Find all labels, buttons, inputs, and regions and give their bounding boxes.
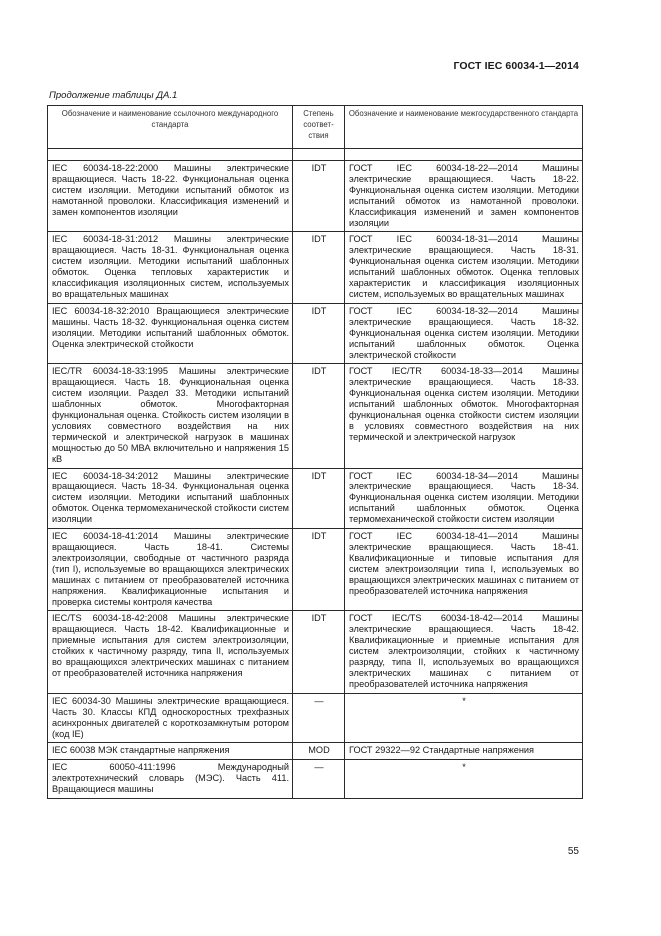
column-header-gost: Обозначение и наименование межгосударственного стандарта	[345, 106, 583, 149]
table-row	[48, 743, 583, 760]
degree-cell: IDT	[293, 611, 345, 693]
gost-standard-cell: ГОСТ IEC 60034-18-41—2014 Машины электрические вращающиеся. Часть 18-41. Квалификационные и типовые испытания для систем электроизоляции типа I, используемых во вращающихся электрических машинах с питанием от преобразователей источника напряжения	[345, 529, 583, 611]
table-row	[48, 611, 583, 693]
table-caption: Продолжение таблицы ДА.1	[49, 90, 178, 101]
spacer-row	[48, 149, 583, 161]
degree-cell: —	[293, 760, 345, 799]
correspondence-table	[47, 105, 583, 799]
degree-cell: IDT	[293, 232, 345, 303]
table-row	[48, 693, 583, 743]
gost-standard-cell: ГОСТ IEC 60034-18-32—2014 Машины электрические вращающиеся. Часть 18-32. Функциональная оценка систем изоляции. Методики испытаний шаблонных обмоток. Оценка электрической стойкости	[345, 303, 583, 364]
table-row	[48, 468, 583, 529]
degree-cell: MOD	[293, 743, 345, 760]
intl-standard-cell: IEC 60034-18-32:2010 Вращающиеся электрические машины. Часть 18-32. Функциональная оценка систем изоляции. Методики испытаний шаблонных обмоток. Оценка электрической стойкости	[48, 303, 293, 364]
gost-standard-cell: ГОСТ IEC 60034-18-31—2014 Машины электрические вращающиеся. Часть 18-31. Функциональная оценка систем изоляции. Методики испытаний шаблонных обмоток. Оценка тепловых характеристик и классификация изоляционных систем, используемых во вращательных машинах	[345, 232, 583, 303]
degree-cell: IDT	[293, 364, 345, 468]
degree-cell: IDT	[293, 161, 345, 232]
intl-standard-cell: IEC 60034-30 Машины электрические вращающиеся. Часть 30. Классы КПД односкоростных трехфазных асинхронных двигателей с короткозамкнутым ротором (код IE)	[48, 693, 293, 743]
table-row	[48, 529, 583, 611]
column-header-degree: Степень соответ-ствия	[293, 106, 345, 149]
intl-standard-cell: IEC 60034-18-22:2000 Машины электрические вращающиеся. Часть 18-22. Функциональная оценка систем изоляции. Методики испытаний обмоток из намотанной проволоки. Классификация изменений и замен компонентов изоляции	[48, 161, 293, 232]
gost-standard-cell: *	[345, 693, 583, 743]
gost-standard-cell: ГОСТ IEC/TS 60034-18-42—2014 Машины электрические вращающиеся. Часть 18-42. Квалификационные и приемные испытания для систем электроизоляции, стойких к частичному разряду, типа II, используемых во вращающихся электрических машинах с питанием от преобразователей источника напряжения	[345, 611, 583, 693]
intl-standard-cell: IEC 60034-18-34:2012 Машины электрические вращающиеся. Часть 18-34. Функциональная оценка систем изоляции. Методики испытаний шаблонных обмоток. Оценка термомеханической стойкости систем изоляции	[48, 468, 293, 529]
degree-cell: IDT	[293, 529, 345, 611]
table-header-row	[48, 106, 583, 149]
intl-standard-cell: IEC 60034-18-31:2012 Машины электрические вращающиеся. Часть 18-31. Функциональная оценка систем изоляции. Методики испытаний шаблонных обмоток. Оценка тепловых характеристик и классификация изоляционных систем, используемых во вращательных машинах	[48, 232, 293, 303]
table-row	[48, 760, 583, 799]
intl-standard-cell: IEC 60038 МЭК стандартные напряжения	[48, 743, 293, 760]
gost-standard-cell: ГОСТ IEC 60034-18-22—2014 Машины электрические вращающиеся. Часть 18-22. Функциональная оценка систем изоляции. Методики испытаний обмоток из намотанной проволоки. Классификация изменений и замен компонентов изоляции	[345, 161, 583, 232]
page-number: 55	[567, 846, 579, 857]
intl-standard-cell: IEC/TR 60034-18-33:1995 Машины электрические вращающиеся. Часть 18. Функциональная оценка систем изоляции. Раздел 33. Методики испытаний шаблонных обмоток. Многофакторная функциональная оценка. Стойкость систем изоляции в условиях совместного воздействия на них термической и электрической нагрузок в машинах мощностью до 50 МВА включительно и напряжения 15 кВ	[48, 364, 293, 468]
intl-standard-cell: IEC 60050-411:1996 Международный электротехнический словарь (МЭС). Часть 411. Вращающиеся машины	[48, 760, 293, 799]
degree-cell: IDT	[293, 303, 345, 364]
gost-standard-cell: *	[345, 760, 583, 799]
document-id: ГОСТ IEC 60034-1—2014	[453, 60, 579, 72]
column-header-intl: Обозначение и наименование ссылочного международного стандарта	[48, 106, 293, 149]
degree-cell: —	[293, 693, 345, 743]
table-row	[48, 161, 583, 232]
table-row	[48, 303, 583, 364]
intl-standard-cell: IEC 60034-18-41:2014 Машины электрические вращающиеся. Часть 18-41. Системы электроизоляции, свободные от частичного разряда (тип I), используемые во вращающихся электрических машинах с питанием от преобразователей источника напряжения. Квалификационные испытания и проверка системы контроля качества	[48, 529, 293, 611]
degree-cell: IDT	[293, 468, 345, 529]
gost-standard-cell: ГОСТ IEC 60034-18-34—2014 Машины электрические вращающиеся. Часть 18-34. Функциональная оценка систем изоляции. Методики испытаний шаблонных обмоток. Оценка термомеханической стойкости систем изоляции	[345, 468, 583, 529]
gost-standard-cell: ГОСТ 29322—92 Стандартные напряжения	[345, 743, 583, 760]
table-row	[48, 364, 583, 468]
intl-standard-cell: IEC/TS 60034-18-42:2008 Машины электрические вращающиеся. Часть 18-42. Квалификационные и приемные испытания для систем электроизоляции, стойких к частичному разряду, типа II, используемых во вращающихся электрических машинах с питанием от преобразователей источника напряжения	[48, 611, 293, 693]
gost-standard-cell: ГОСТ IEC/TR 60034-18-33—2014 Машины электрические вращающиеся. Часть 18-33. Функциональная оценка систем изоляции. Методики испытаний шаблонных обмоток. Многофакторная функциональная оценка стойкости систем изоляции в условиях совместного воздействия на них термической и электрической нагрузок	[345, 364, 583, 468]
table-row	[48, 232, 583, 303]
